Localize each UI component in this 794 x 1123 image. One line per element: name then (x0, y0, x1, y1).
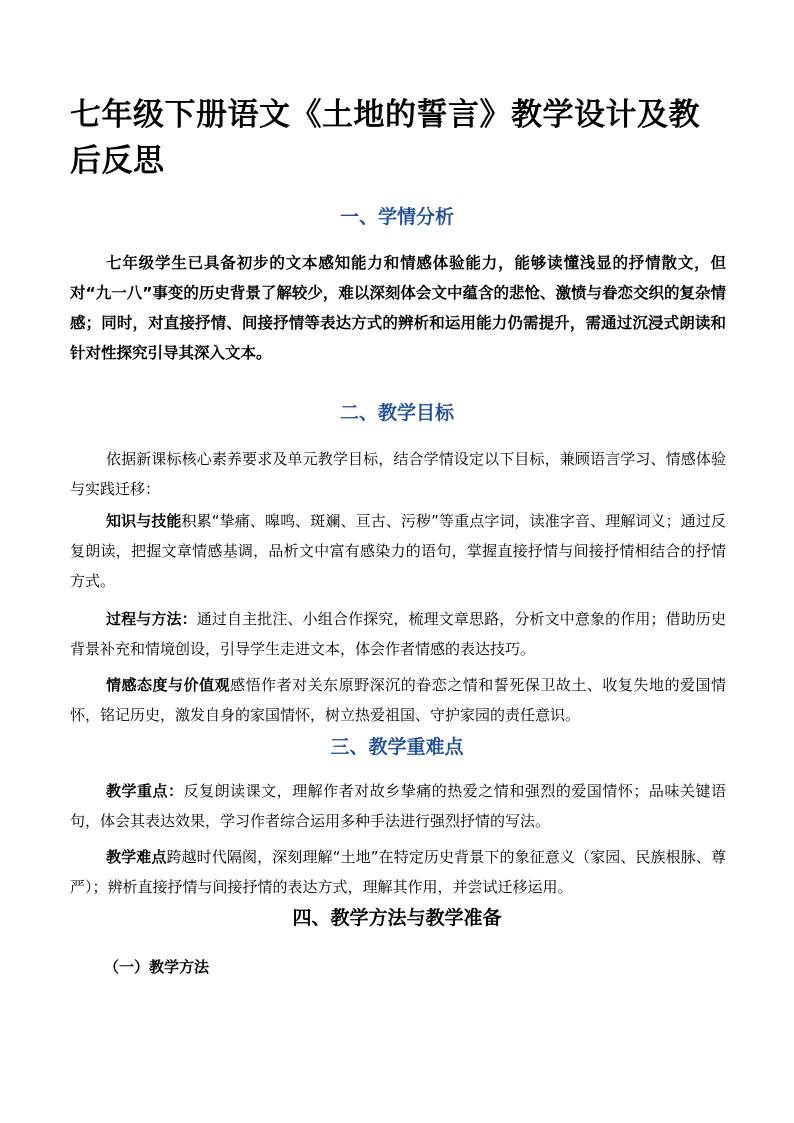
key-point-text: 反复朗读课文，理解作者对故乡挚痛的热爱之情和强烈的爱国情怀；品味关键语句，体会其表达效果，学习作者综合运用多种手法进行强烈抒情的写法。 (70, 782, 726, 830)
goal-label: 情感态度与价值观 (106, 676, 231, 694)
subsection-teaching-methods: （一）教学方法 (104, 958, 210, 976)
goal-label: 知识与技能 (106, 512, 182, 530)
goal-process-methods (70, 604, 726, 664)
document-title: 七年级下册语文《土地的誓言》教学设计及教后反思 (70, 97, 700, 179)
key-point-text: 跨越时代隔阂，深刻理解“土地”在特定历史背景下的象征意义（家园、民族根脉、尊严）；辨析直接抒情与间接抒情的表达方式，理解其作用，并尝试迁移运用。 (70, 848, 726, 896)
goal-knowledge-skills (70, 506, 726, 596)
key-point-difficulty (70, 842, 726, 902)
section-heading-methods-preparation: 四、教学方法与教学准备 (292, 907, 502, 929)
key-point-label: 教学难点 (106, 848, 167, 866)
key-point-focus (70, 776, 726, 836)
section-heading-key-points: 三、教学重难点 (330, 736, 464, 758)
goal-label: 过程与方法： (106, 610, 197, 628)
goal-text: 感悟作者对关东原野深沉的眷恋之情和誓死保卫故土、收复失地的爱国情怀，铭记历史，激发自身的家国情怀，树立热爱祖国、守护家园的责任意识。 (70, 676, 726, 724)
section-heading-teaching-goals: 二、教学目标 (339, 402, 454, 424)
section-heading-learning-analysis: 一、学情分析 (339, 206, 454, 228)
key-point-label: 教学重点： (106, 782, 184, 800)
goal-text: 积累“挚痛、嗥鸣、斑斓、亘古、污秽”等重点字词，读准字音、理解词义；通过反复朗读，把握文章情感基调，品析文中富有感染力的语句，掌握直接抒情与间接抒情相结合的抒情方式。 (70, 512, 726, 590)
goal-text: 通过自主批注、小组合作探究，梳理文章思路，分析文中意象的作用；借助历史背景补充和情境创设，引导学生走进文本，体会作者情感的表达技巧。 (70, 610, 726, 658)
learning-analysis-paragraph: 七年级学生已具备初步的文本感知能力和情感体验能力，能够读懂浅显的抒情散文，但对“九一八”事变的历史背景了解较少，难以深刻体会文中蕴含的悲怆、激愤与眷恋交织的复杂情感；同时，对直接抒情、间接抒情等表达方式的辨析和运用能力仍需提升，需通过沉浸式朗读和针对性探究引导其深入文本。 (70, 254, 726, 362)
goal-emotion-values (70, 670, 726, 730)
teaching-goals-intro: 依据新课标核心素养要求及单元教学目标，结合学情设定以下目标，兼顾语言学习、情感体验与实践迁移： (70, 450, 726, 498)
